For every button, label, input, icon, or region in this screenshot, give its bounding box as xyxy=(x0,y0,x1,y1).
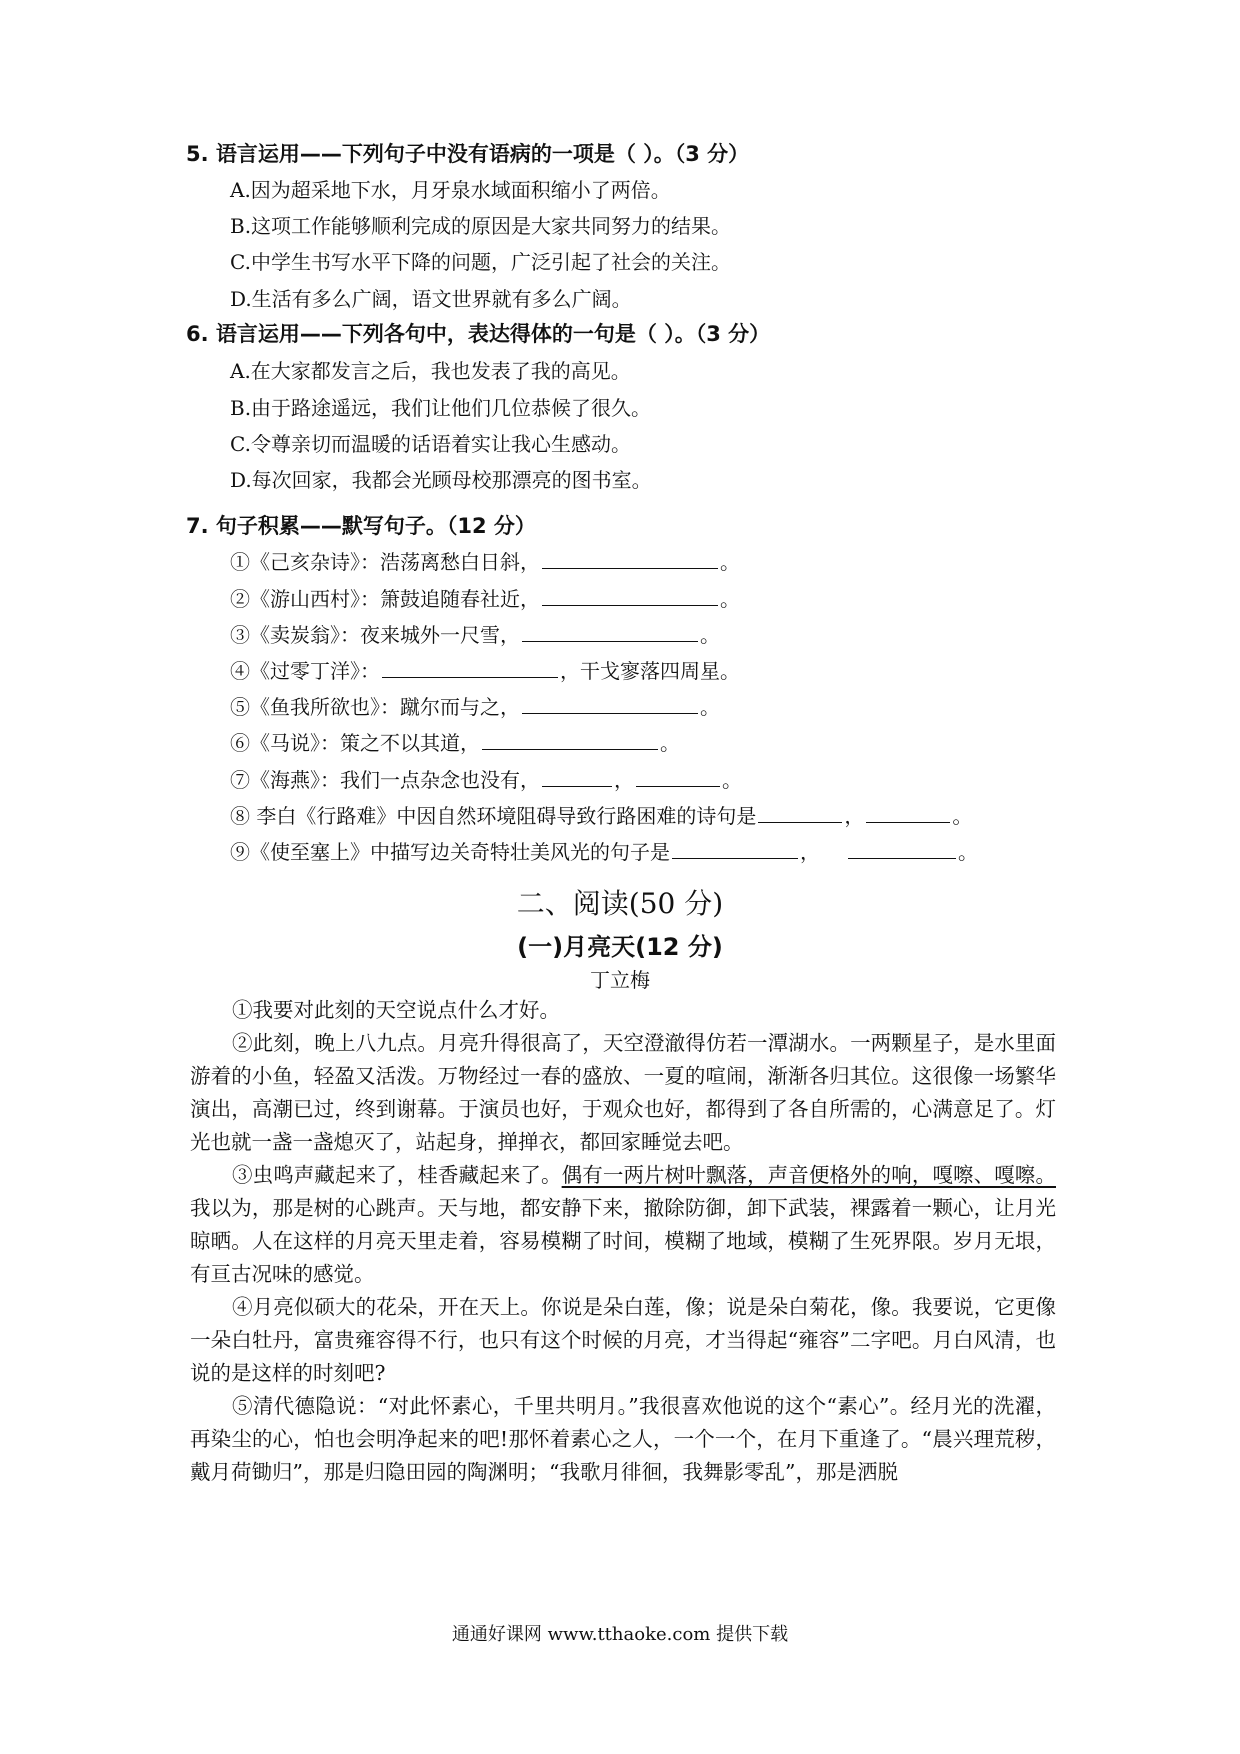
recitation-item-1 xyxy=(230,546,740,575)
answer-blank[interactable] xyxy=(542,587,718,606)
recitation-item-8 xyxy=(230,800,972,829)
recitation-item-7 xyxy=(230,764,742,793)
recitation-prompt: ④《过零丁洋》： xyxy=(230,659,380,683)
section-title: 二、阅读(50 分) xyxy=(516,887,724,920)
question-5-option-c: C.中学生书写水平下降的问题，广泛引起了社会的关注。 xyxy=(230,250,731,274)
recitation-prompt: ⑥《马说》：策之不以其道， xyxy=(230,731,480,755)
answer-blank[interactable] xyxy=(848,840,956,859)
answer-blank[interactable] xyxy=(542,550,718,569)
recitation-item-2 xyxy=(230,583,740,612)
article-title: (一)月亮天(12 分) xyxy=(517,933,723,961)
recitation-prompt: ③《卖炭翁》：夜来城外一尺雪， xyxy=(230,623,520,647)
paragraph-text: 我以为，那是树的心跳声。天与地，都安静下来，撤除防御，卸下武装，裸露着一颗心，让月光晾晒。人在这样的月亮天里走着，容易模糊了时间，模糊了地域，模糊了生死界限。岁月无垠，有亘古况味的感觉。 xyxy=(190,1196,1056,1286)
page-footer: 通通好课网 www.tthaoke.com 提供下载 xyxy=(451,1624,789,1645)
question-6-title: 6. 语言运用——下列各句中，表达得体的一句是（ ）。（3 分） xyxy=(186,322,771,346)
question-6-option-b: B.由于路途遥远，我们让他们几位恭候了很久。 xyxy=(230,396,652,420)
question-6-option-a: A.在大家都发言之后，我也发表了我的高见。 xyxy=(230,359,631,383)
recitation-suffix: 。 xyxy=(722,768,742,792)
recitation-suffix: ，干戈寥落四周星。 xyxy=(560,659,740,683)
recitation-suffix: 。 xyxy=(700,695,720,719)
answer-blank[interactable] xyxy=(522,623,698,642)
recitation-separator: ， xyxy=(614,768,634,792)
answer-blank[interactable] xyxy=(672,840,798,859)
recitation-prompt: ⑧ 李白《行路难》中因自然环境阻碍导致行路困难的诗句是 xyxy=(230,804,757,828)
recitation-prompt: ⑤《鱼我所欲也》：蹴尔而与之， xyxy=(230,695,520,719)
recitation-item-4 xyxy=(230,655,740,684)
question-5-option-a: A.因为超采地下水，月牙泉水域面积缩小了两倍。 xyxy=(230,178,671,202)
answer-blank[interactable] xyxy=(758,804,842,823)
answer-blank[interactable] xyxy=(636,768,720,787)
paragraph-text: ③虫鸣声藏起来了，桂香藏起来了。 xyxy=(232,1163,562,1187)
recitation-suffix: 。 xyxy=(720,550,740,574)
article-paragraph-4: ④月亮似硕大的花朵，开在天上。你说是朵白莲，像；说是朵白菊花，像。我要说，它更像一朵白牡丹，富贵雍容得不行，也只有这个时候的月亮，才当得起“雍容”二字吧。月白风清，也说的是这样的时刻吧? xyxy=(190,1295,1056,1385)
answer-blank[interactable] xyxy=(482,731,658,750)
recitation-separator: ， xyxy=(800,840,820,864)
answer-blank[interactable] xyxy=(382,659,558,678)
question-5-title: 5. 语言运用——下列句子中没有语病的一项是（ ）。（3 分） xyxy=(186,142,750,166)
recitation-suffix: 。 xyxy=(958,840,978,864)
answer-blank[interactable] xyxy=(866,804,950,823)
recitation-item-9 xyxy=(230,836,978,865)
recitation-suffix: 。 xyxy=(660,731,680,755)
recitation-prompt: ②《游山西村》：箫鼓追随春社近， xyxy=(230,587,540,611)
article-paragraph-2: ②此刻，晚上八九点。月亮升得很高了，天空澄澈得仿若一潭湖水。一两颗星子，是水里面游着的小鱼，轻盈又活泼。万物经过一春的盛放、一夏的喧闹，渐渐各归其位。这很像一场繁华演出，高潮已过，终到谢幕。于演员也好，于观众也好，都得到了各自所需的，心满意足了。灯光也就一盏一盏熄灭了，站起身，掸掸衣，都回家睡觉去吧。 xyxy=(190,1031,1056,1154)
recitation-item-6 xyxy=(230,727,680,756)
question-7-title: 7. 句子积累——默写句子。（12 分） xyxy=(186,514,536,538)
article-paragraph-3 xyxy=(190,1159,1056,1291)
recitation-prompt: ①《己亥杂诗》：浩荡离愁白日斜， xyxy=(230,550,540,574)
recitation-suffix: 。 xyxy=(700,623,720,647)
question-5-option-d: D.生活有多么广阔，语文世界就有多么广阔。 xyxy=(230,287,632,311)
recitation-prompt: ⑨《使至塞上》中描写边关奇特壮美风光的句子是 xyxy=(230,840,670,864)
answer-blank[interactable] xyxy=(542,768,612,787)
underlined-sentence: 偶有一两片树叶飘落，声音便格外的响，嘎嚓、嘎嚓。 xyxy=(561,1163,1056,1187)
article-author: 丁立梅 xyxy=(590,968,650,992)
question-6-option-d: D.每次回家，我都会光顾母校那漂亮的图书室。 xyxy=(230,468,652,492)
question-6-option-c: C.令尊亲切而温暖的话语着实让我心生感动。 xyxy=(230,432,631,456)
recitation-item-5 xyxy=(230,691,720,720)
recitation-suffix: 。 xyxy=(720,587,740,611)
recitation-item-3 xyxy=(230,619,720,648)
answer-blank[interactable] xyxy=(522,695,698,714)
article-paragraph-1: ①我要对此刻的天空说点什么才好。 xyxy=(232,998,560,1022)
recitation-separator: ， xyxy=(844,804,865,828)
recitation-suffix: 。 xyxy=(952,804,973,828)
article-paragraph-5: ⑤清代德隐说：“对此怀素心，千里共明月。”我很喜欢他说的这个“素心”。经月光的洗濯，再染尘的心，怕也会明净起来的吧!那怀着素心之人，一个一个，在月下重逢了。“晨兴理荒秽，戴月荷锄归”，那是归隐田园的陶渊明；“我歌月徘徊，我舞影零乱”，那是洒脱 xyxy=(190,1394,1056,1484)
recitation-prompt: ⑦《海燕》：我们一点杂念也没有， xyxy=(230,768,540,792)
question-5-option-b: B.这项工作能够顺利完成的原因是大家共同努力的结果。 xyxy=(230,214,732,238)
